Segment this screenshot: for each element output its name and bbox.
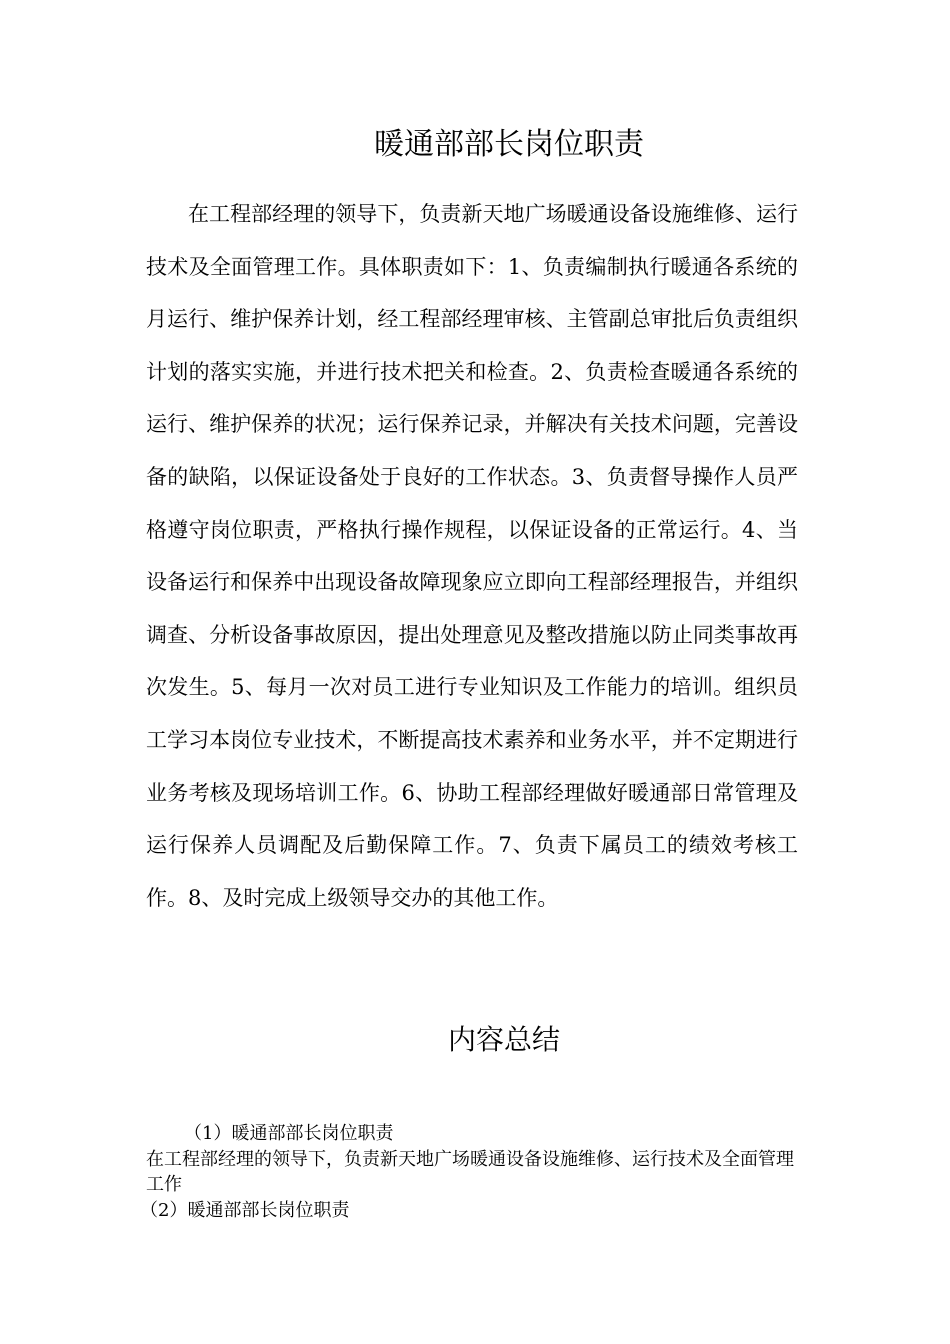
body-paragraph: 在工程部经理的领导下，负责新天地广场暖通设备设施维修、运行技术及全面管理工作。具体职责如下：1、负责编制执行暖通各系统的月运行、维护保养计划，经工程部经理审核、主管副总审批后负责组织计划的落实实施，并进行技术把关和检查。2、负责检查暖通各系统的运行、维护保养的状况；运行保养记录，并解决有关技术问题，完善设备的缺陷，以保证设备处于良好的工作状态。3、负责督导操作人员严格遵守岗位职责，严格执行操作规程，以保证设备的正常运行。4、当设备运行和保养中出现设备故障现象应立即向工程部经理报告，并组织调查、分析设备事故原因，提出处理意见及整改措施以防止同类事故再次发生。5、每月一次对员工进行专业知识及工作能力的培训。组织员工学习本岗位专业技术，不断提高技术素养和业务水平，并不定期进行业务考核及现场培训工作。6、协助工程部经理做好暖通部日常管理及运行保养人员调配及后勤保障工作。7、负责下属员工的绩效考核工作。8、及时完成上级领导交办的其他工作。 <box>146 202 798 910</box>
summary-item-1-text: 在工程部经理的领导下，负责新天地广场暖通设备设施维修、运行技术及全面管理工作 <box>146 1148 794 1195</box>
page-title: 暖通部部长岗位职责 <box>374 127 644 162</box>
summary-item-2-heading: （2）暖通部部长岗位职责 <box>140 1199 350 1221</box>
summary-item-1-heading: （1）暖通部部长岗位职责 <box>184 1123 394 1144</box>
summary-section <box>140 1121 800 1223</box>
summary-title: 内容总结 <box>447 1023 560 1056</box>
